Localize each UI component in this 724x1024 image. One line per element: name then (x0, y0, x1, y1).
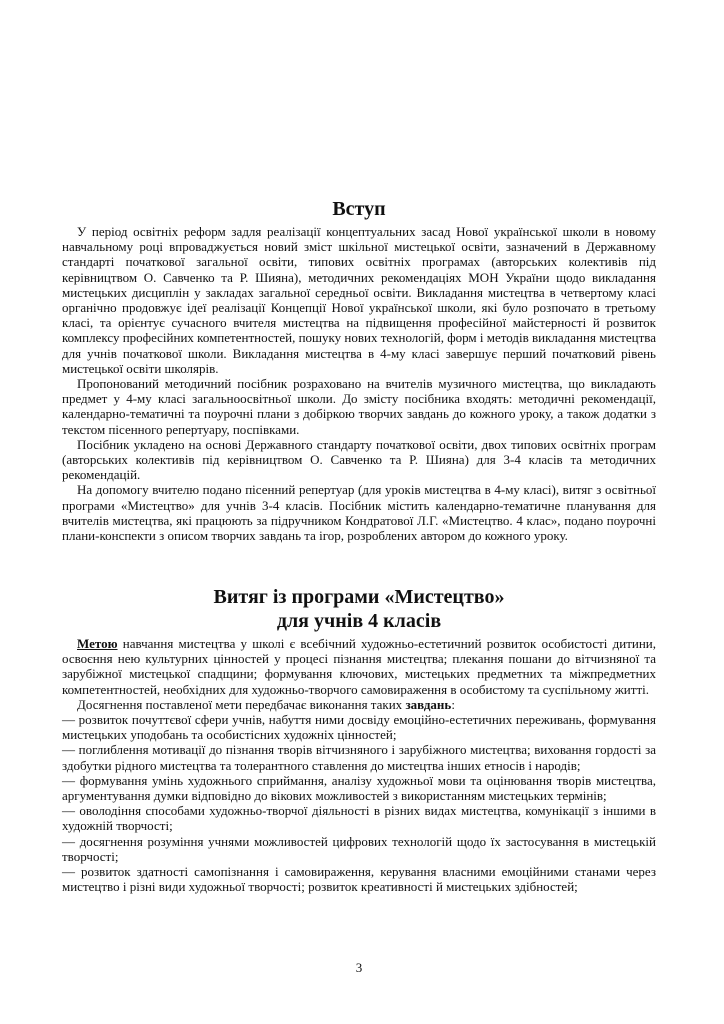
excerpt-heading-line2: для учнів 4 класів (276, 610, 442, 632)
task-item: — поглиблення мотивації до пізнання творів вітчизняного і зарубіжного мистецтва; виховання гордості за здобутки рідного мистецтва та толерантного ставлення до мистецтва інших етносів і народів; (62, 742, 656, 773)
task-item: — розвиток здатності самопізнання і самовираження, керування власними емоційними станами через мистецтво і різні види художньої творчості; розвиток креативності й мистецьких здібностей; (62, 864, 656, 895)
task-item: — розвиток почуттєвої сфери учнів, набуття ними досвіду емоційно-естетичних переживань, формування мистецьких уподобань та особистісних художніх цінностей; (62, 712, 656, 743)
tasks-label: завдань (405, 696, 452, 712)
intro-paragraph: Пропонований методичний посібник розраховано на вчителів музичного мистецтва, що викладають предмет у 4-му класі загальноосвітньої школи. До змісту посібника входять: методичні рекомендації, календарно-тематичні та поурочні плани з добіркою творчих завдань до кожного уроку, а також додатки з текстом пісенного репертуару, поспівками. (62, 376, 656, 437)
document-page (62, 0, 656, 1024)
program-section (62, 636, 656, 894)
task-item: — досягнення розуміння учнями можливостей цифрових технологій щодо їх застосування в мистецькій творчості; (62, 833, 656, 864)
intro-paragraph: У період освітніх реформ задля реалізації концептуальних засад Нової української школи в новому навчальному році впроваджується новий зміст шкільної мистецької освіти, зазначений в Державному стандарті початкової загальної освіти, типових освітніх програмах (авторських колективів під керівництвом О. Савченко та Р. Шияна), методичних рекомендаціях МОН України щодо викладання мистецьких дисциплін у закладах загальної середньої освіти. Викладання мистецтва в четвертому класі органічно продовжує ідеї реалізації Концепції Нової української школи, які було розпочато в третьому класі, та орієнтує сучасного вчителя мистецтва на підвищення професійної майстерності й розвиток комплексу професійних компетентностей, пошуку нових технологій, форм і методів викладання мистецтва для учнів початкової школи. Викладання мистецтва в 4-му класі завершує перший початковий рівень мистецької освіти школярів. (62, 224, 656, 376)
page-number: 3 (355, 960, 363, 975)
excerpt-heading (62, 585, 656, 633)
intro-paragraph: На допомогу вчителю подано пісенний репертуар (для уроків мистецтва в 4-му класі), витяг з освітньої програми «Мистецтво» для учнів 3-4 класів. Посібник містить календарно-тематичне планування для вчителів мистецтва, які працюють за підручником Кондратової Л.Г. «Мистецтво. 4 клас», подано поурочні плани-конспекти з описом творчих завдань та ігор, розроблених автором до кожного уроку. (62, 482, 656, 544)
intro-paragraph: Посібник укладено на основі Державного стандарту початкової освіти, двох типових освітніх програм (авторських колективів під керівництвом О. Савченко та Р. Шияна) для 3-4 класів та методичних рекомендацій. (62, 436, 656, 483)
intro-section (62, 224, 656, 543)
task-item: — формування умінь художнього сприймання, аналізу художньої мови та оцінювання творів мистецтва, аргументування думки відповідно до вікових можливостей з використанням мистецьких термінів; (62, 772, 656, 804)
goal-label: Метою (77, 636, 118, 651)
excerpt-heading-line1: Витяг із програми «Мистецтво» (213, 586, 505, 608)
intro-heading: Вступ (332, 198, 386, 220)
tasks-colon: : (451, 696, 455, 712)
tasks-intro-paragraph (62, 697, 656, 712)
goal-paragraph (62, 636, 656, 697)
task-item: — оволодіння способами художньо-творчої діяльності в різних видах мистецтва, комунікації з іншими в художній творчості; (62, 803, 656, 834)
goal-text: навчання мистецтва у школі є всебічний художньо-естетичний розвиток особистості дитини, освоєння нею культурних цінностей у процесі пізнання мистецтва; плекання пошани до вітчизняної та зарубіжної мистецької спадщини; формування ключових, мистецьких предметних та міжпредметних компетентностей, необхідних для художньо-творчого самовираження в особистому та суспільному житті. (62, 636, 656, 697)
tasks-intro: Досягнення поставленої мети передбачає виконання таких (77, 696, 406, 712)
